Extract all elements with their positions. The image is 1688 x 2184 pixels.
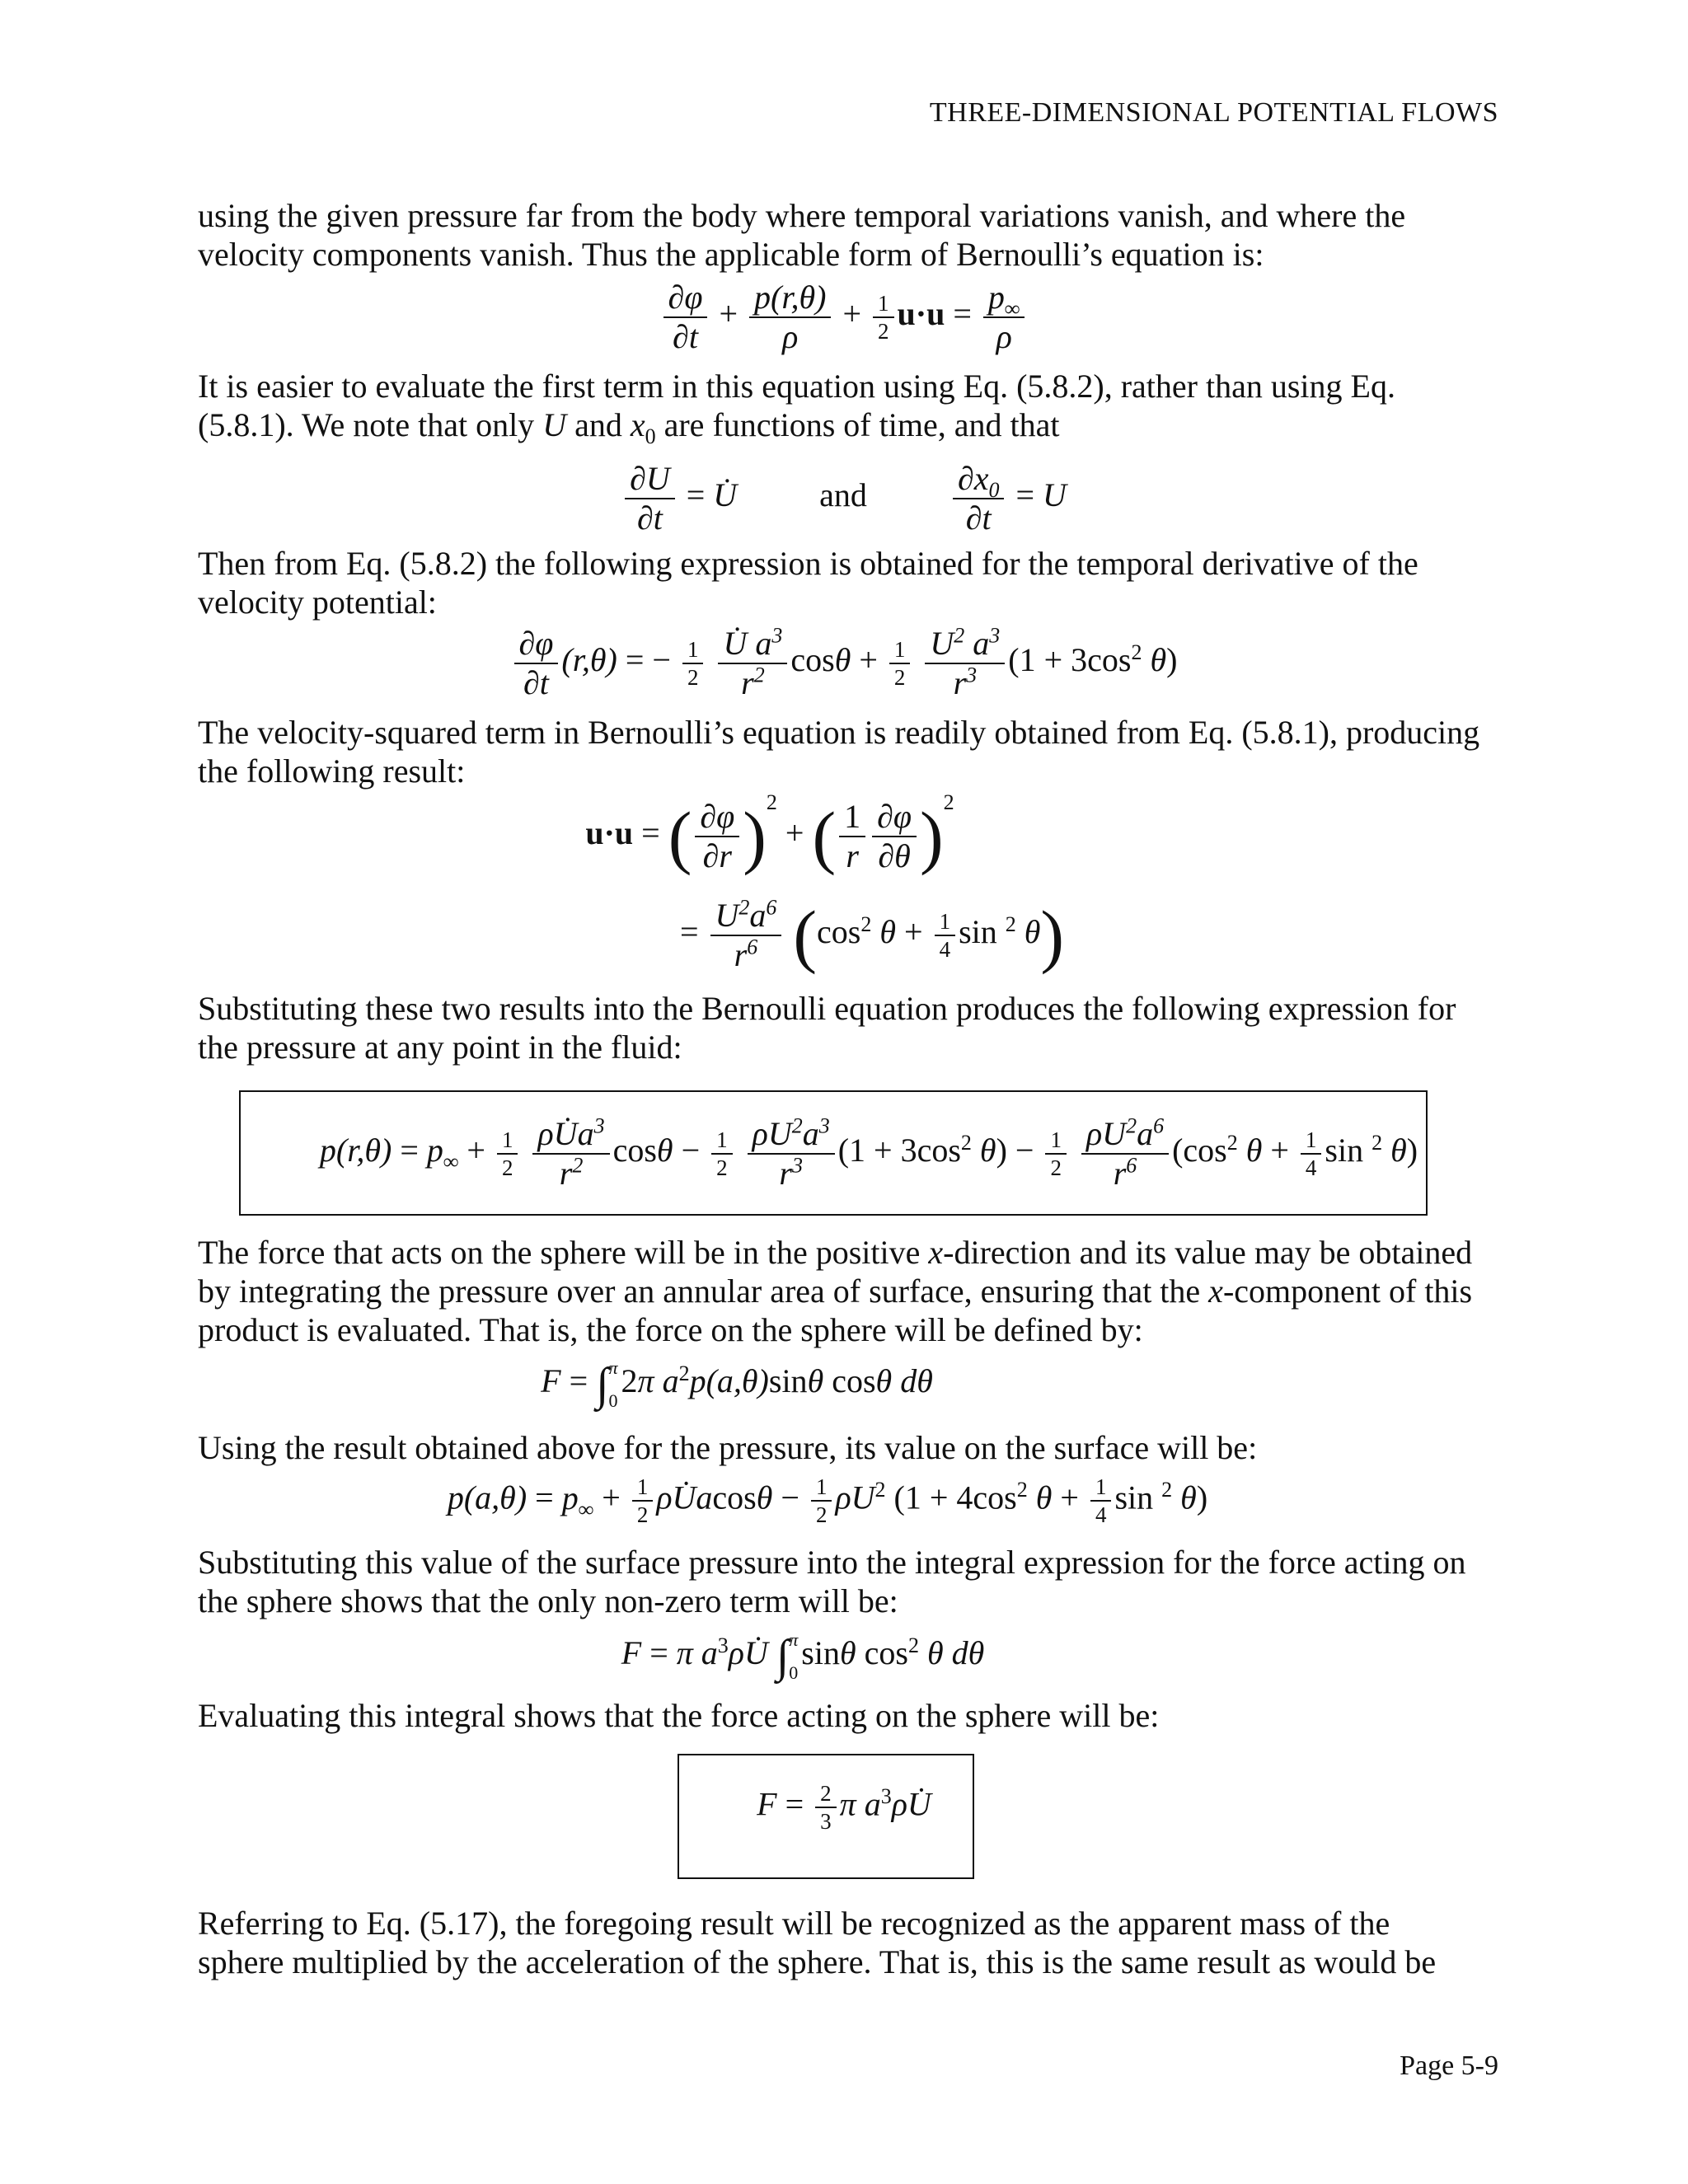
paragraph-first-term: It is easier to evaluate the first term in this equation using Eq. (5.8.2), rather than using Eq. (5.8.1). We note that only U and $x_0$ are functions of time, and that [198, 368, 1395, 448]
paragraph-apparent-mass: Referring to Eq. (5.17), the foregoing result will be recognized as the apparent mass of the sphere multiplied by the acceleration of the sphere. That is, this is the same result as would be [198, 1905, 1437, 1980]
equation-velocity-squared-2: = $\frac{U^2a^6}{r^6}$ ($\cos^2$ θ + $\frac{1}{4}$ sin $^2$ θ) [679, 895, 1065, 975]
equation-pressure-field: $p(r,\theta) = p_\infty$ + $\frac{1}{2}$ $\frac{\rho U̇a^3}{r^2}$ cosθ − $\frac{1}{2}$ $\frac{\rho U^2a^3}{r^3}$ ($1 + 3\cos^2$ θ) − $\frac{1}{2}$ $\frac{\rho U^2a^6}{r^6}$ ($\cos^2$ θ + $\frac{1}{4}$ sin $^2$ θ) [319, 1113, 1418, 1192]
equation-force-integral: F = ∫ π 0 2π $a^2p(a,\theta)\sin\theta$ cosθ dθ [541, 1357, 933, 1411]
equation-potential-time-derivative: $\frac{\partial\varphi}{\partial t}$ (r,θ) = − $\frac{1}{2}$ $\frac{U̇ a^3}{r^2}$ cosθ + $\frac{1}{2}$ $\frac{U^2 a^3}{r^3}$ ($1 + 3\cos^2$ θ) [0, 626, 1688, 701]
paragraph-surface-pressure: Using the result obtained above for the pressure, its value on the surface will be: [198, 1429, 1258, 1466]
paragraph-velocity-squared: The velocity-squared term in Bernoulli’s equation is readily obtained from Eq. (5.8.1), producing the following result: [198, 714, 1480, 790]
equation-force-reduced: F = π $a^3\rho U̇$ ∫ π 0 sinθ $\cos^2 \theta$ dθ [621, 1629, 985, 1683]
equation-velocity-squared-1: u·u = ( $\frac{\partial\varphi}{\partial r}$ )$^2$ + ( $\frac{1}{r}$ $\frac{\partial\varphi}{\partial\theta}$ )$^2$ [585, 790, 954, 876]
paragraph-temporal-derivative: Then from Eq. (5.8.2) the following expression is obtained for the temporal derivative of the velocity potential: [198, 545, 1418, 621]
paragraph-force-definition: The force that acts on the sphere will be in the positive x-direction and its value may be obtained by integrating the pressure over an annular area of surface, ensuring that the x-component of this product is evaluated. That is, the force on the sphere will be defined by: [198, 1234, 1473, 1348]
paragraph-bernoulli-intro: using the given pressure far from the body where temporal variations vanish, and where the velocity components vanish. Thus the applicable form of Bernoulli’s equation is: [198, 197, 1406, 273]
equation-time-derivatives: $\frac{\partial U}{\partial t}$ = U̇ and $\frac{\partial x_0}{\partial t}$ = U [0, 462, 1688, 536]
paragraph-evaluating-integral: Evaluating this integral shows that the force acting on the sphere will be: [198, 1697, 1160, 1734]
equation-force-result: F = $\frac{2}{3}$ π $a^3\rho U̇$ [757, 1781, 931, 1835]
equation-surface-pressure: $p(a,\theta) = p_\infty$ + $\frac{1}{2}$ ρU̇acosθ − $\frac{1}{2}$ $\rho U^2$ ($1 + 4\cos^2$ θ + $\frac{1}{4}$ sin $^2$ θ) [447, 1474, 1208, 1528]
paragraph-substituting-results: Substituting these two results into the Bernoulli equation produces the following expression for the pressure at any point in the fluid: [198, 990, 1456, 1066]
page-number: Page 5-9 [1400, 2050, 1498, 2081]
running-header: THREE-DIMENSIONAL POTENTIAL FLOWS [929, 97, 1498, 128]
equation-bernoulli: $\frac{\partial\varphi}{\partial t}$ + $\frac{p(r,\theta)}{\rho}$ + $\frac{1}{2}$ u·u = $\frac{p_\infty}{\rho}$ [0, 280, 1688, 354]
paragraph-nonzero-term: Substituting this value of the surface pressure into the integral expression for the force acting on the sphere shows that the only non-zero term will be: [198, 1544, 1466, 1619]
